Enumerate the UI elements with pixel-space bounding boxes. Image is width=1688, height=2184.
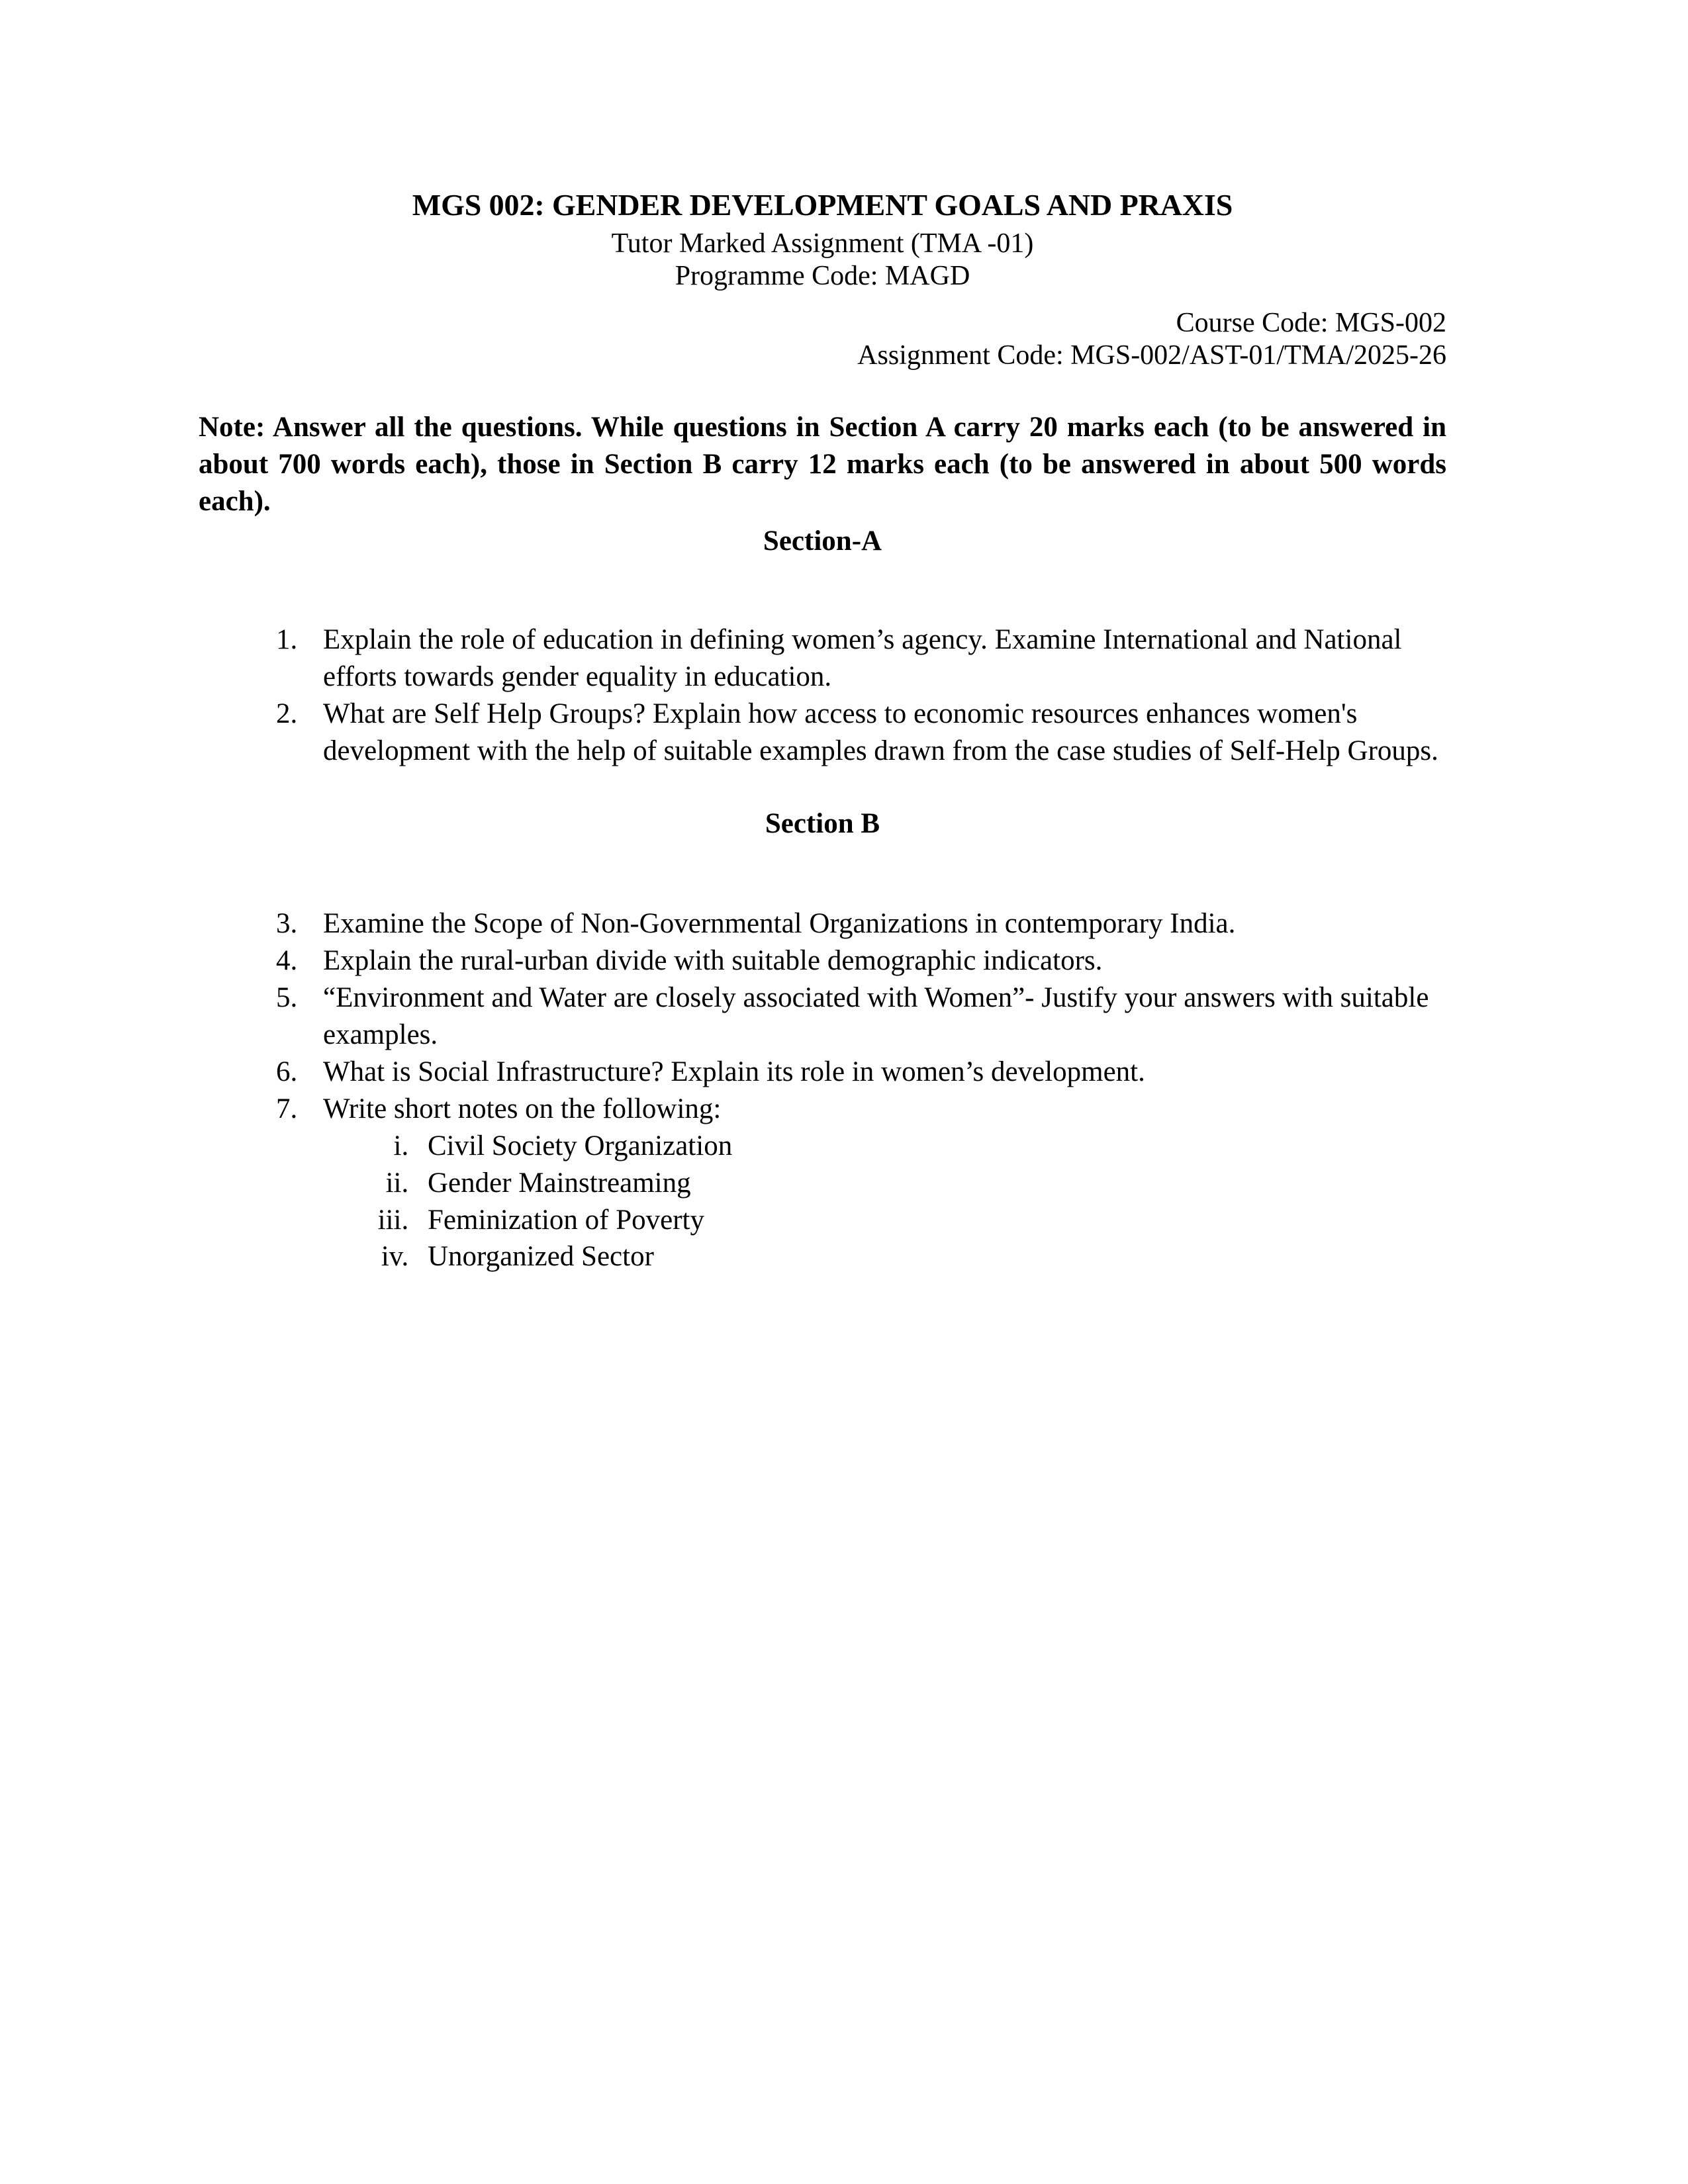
subitem-text: iv. Unorganized Sector: [428, 1241, 654, 1273]
course-code-line: Course Code: MGS-002: [1176, 307, 1446, 338]
subitem-text: iii. Feminization of Poverty: [428, 1204, 704, 1236]
section-a-heading: Section-A: [763, 525, 882, 557]
page-title: MGS 002: GENDER DEVELOPMENT GOALS AND PRAXIS: [412, 188, 1233, 222]
list-item: [305, 1091, 1446, 1275]
list-item: [305, 621, 1446, 696]
list-item: [305, 942, 1446, 979]
subitem-text: ii. Gender Mainstreaming: [428, 1167, 691, 1199]
section-b-question-list: [199, 905, 1446, 1275]
assignment-code-line: Assignment Code: MGS-002/AST-01/TMA/2025-26: [857, 340, 1446, 371]
instructions-note: Note: Answer all the questions. While questions in Section A carry 20 marks each (to be answered in about 700 words each), those in Section B carry 12 marks each (to be answered in about 500 words each).: [199, 412, 1446, 517]
section-a-question-list: [199, 621, 1446, 770]
list-item: [305, 696, 1446, 770]
assignment-type-line: Tutor Marked Assignment (TMA -01): [611, 228, 1034, 259]
subitem-text: i. Civil Society Organization: [428, 1130, 733, 1161]
question-text: 3. Examine the Scope of Non-Governmental Organizations in contemporary India.: [323, 908, 1236, 940]
programme-code-line: Programme Code: MAGD: [675, 260, 970, 291]
short-notes-sublist: [323, 1128, 1446, 1276]
list-item: [416, 1128, 1446, 1165]
list-item: [416, 1202, 1446, 1239]
question-text: 6. What is Social Infrastructure? Explain its role in women’s development.: [323, 1056, 1145, 1087]
question-text: 4. Explain the rural-urban divide with suitable demographic indicators.: [323, 945, 1103, 977]
list-item: [416, 1165, 1446, 1202]
list-item: [416, 1238, 1446, 1275]
list-item: [305, 905, 1446, 942]
question-text: 7. Write short notes on the following:: [323, 1093, 722, 1124]
question-text: 5. “Environment and Water are closely associated with Women”- Justify your answers with suitable examples.: [323, 982, 1429, 1051]
list-item: [305, 1054, 1446, 1091]
list-item: [305, 979, 1446, 1054]
document-content: [199, 0, 1446, 1275]
section-b-heading: Section B: [765, 807, 880, 839]
question-text: 2. What are Self Help Groups? Explain how access to economic resources enhances women's development with the help of suitable examples drawn from the case studies of Self-Help Groups.: [323, 698, 1438, 766]
question-text: 1. Explain the role of education in defining women’s agency. Examine International and National efforts towards gender equality in education.: [323, 624, 1402, 693]
